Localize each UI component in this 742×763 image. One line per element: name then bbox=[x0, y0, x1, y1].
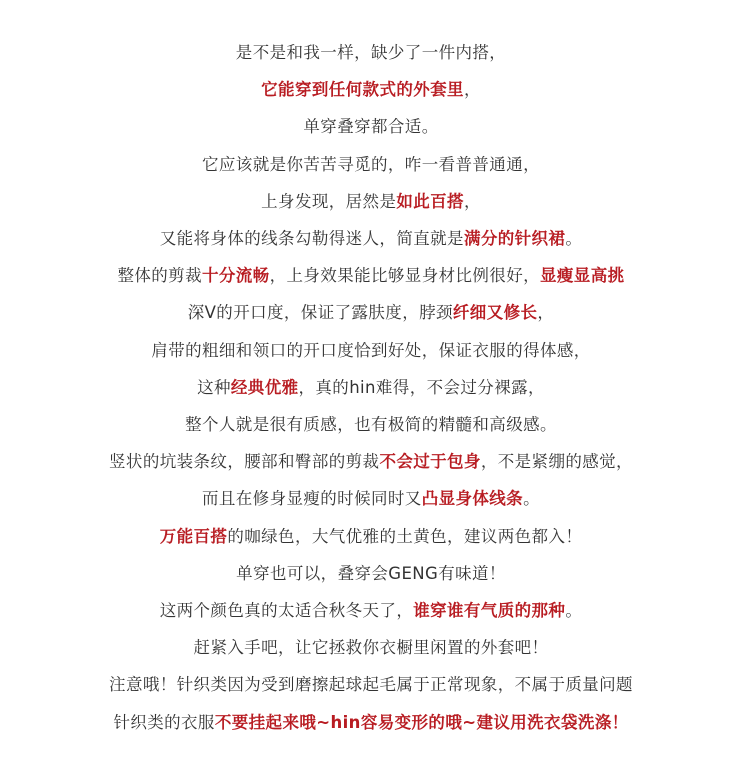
body-text: ， bbox=[463, 191, 481, 211]
body-text: 肩带的粗细和领口的开口度恰到好处，保证衣服的得体感， bbox=[151, 340, 591, 360]
highlight-text: 经典优雅 bbox=[230, 377, 299, 397]
body-text: 单穿叠穿都合适。 bbox=[303, 117, 439, 137]
body-text: 整个人就是很有质感，也有极简的精髓和高级感。 bbox=[185, 415, 557, 434]
highlight-text: 不要挂起来哦~hin容易变形的哦~建议用洗衣袋洗涤！ bbox=[214, 712, 629, 732]
body-text: 而且在修身显瘦的时候同时又 bbox=[201, 489, 422, 509]
body-text: ，真的hin难得，不会过分裸露， bbox=[298, 377, 545, 397]
text-line bbox=[0, 599, 742, 623]
highlight-text: 如此百搭 bbox=[396, 191, 464, 211]
highlight-text: 凸显身体线条 bbox=[421, 489, 524, 509]
text-line bbox=[0, 711, 742, 735]
body-text: 赶紧入手吧，让它拯救你衣橱里闲置的外套吧！ bbox=[193, 638, 549, 658]
body-text: 竖状的坑装条纹，腰部和臀部的剪裁 bbox=[109, 452, 380, 472]
highlight-text: 万能百搭 bbox=[159, 526, 228, 546]
body-text: ，不是紧绷的感觉， bbox=[480, 452, 633, 472]
text-line bbox=[0, 487, 742, 511]
body-text: 的咖绿色，大气优雅的土黄色，建议两色都入！ bbox=[227, 526, 583, 546]
body-text: 。 bbox=[565, 601, 583, 620]
body-text: 又能将身体的线条勾勒得迷人，简直就是 bbox=[159, 229, 464, 248]
highlight-text: 不会过于包身 bbox=[379, 452, 481, 472]
body-text: 深V的开口度，保证了露肤度，脖颈 bbox=[187, 303, 453, 323]
text-line bbox=[0, 190, 742, 214]
body-text: 上身发现，居然是 bbox=[261, 191, 397, 211]
highlight-text: 十分流畅 bbox=[201, 266, 270, 286]
body-text: 整体的剪裁 bbox=[117, 266, 202, 286]
highlight-text: 满分的针织裙 bbox=[463, 229, 566, 248]
body-text: 。 bbox=[565, 229, 583, 248]
text-line bbox=[0, 78, 742, 102]
highlight-text: 纤细又修长 bbox=[452, 303, 538, 323]
text-line bbox=[0, 153, 742, 177]
text-line bbox=[0, 525, 742, 549]
body-text: 针织类的衣服 bbox=[113, 712, 215, 732]
body-text: ，上身效果能比够显身材比例很好， bbox=[269, 266, 540, 286]
text-line bbox=[0, 450, 742, 474]
text-line bbox=[0, 562, 742, 586]
body-text: ， bbox=[537, 303, 555, 323]
highlight-text: 显瘦显高挑 bbox=[540, 266, 625, 286]
text-line bbox=[0, 339, 742, 363]
body-text: 它应该就是你苦苦寻觅的，咋一看普普通通， bbox=[202, 154, 540, 174]
text-line bbox=[0, 636, 742, 660]
body-text: 是不是和我一样，缺少了一件内搭， bbox=[235, 43, 507, 62]
body-text: 这两个颜色真的太适合秋冬天了， bbox=[159, 601, 414, 620]
body-text: ， bbox=[463, 80, 481, 100]
text-line bbox=[0, 115, 742, 139]
body-text: 。 bbox=[523, 489, 540, 509]
text-line bbox=[0, 264, 742, 288]
text-line bbox=[0, 227, 742, 251]
body-text: 注意哦！针织类因为受到磨擦起球起毛属于正常现象，不属于质量问题 bbox=[109, 675, 633, 695]
highlight-text: 谁穿谁有气质的那种 bbox=[413, 601, 566, 620]
highlight-text: 它能穿到任何款式的外套里 bbox=[261, 80, 464, 100]
text-line bbox=[0, 673, 742, 697]
body-text: 单穿也可以，叠穿会GENG有味道！ bbox=[236, 563, 506, 583]
body-text: 这种 bbox=[197, 377, 231, 397]
text-line bbox=[0, 376, 742, 400]
text-line bbox=[0, 301, 742, 325]
text-line bbox=[0, 413, 742, 437]
text-line bbox=[0, 41, 742, 65]
